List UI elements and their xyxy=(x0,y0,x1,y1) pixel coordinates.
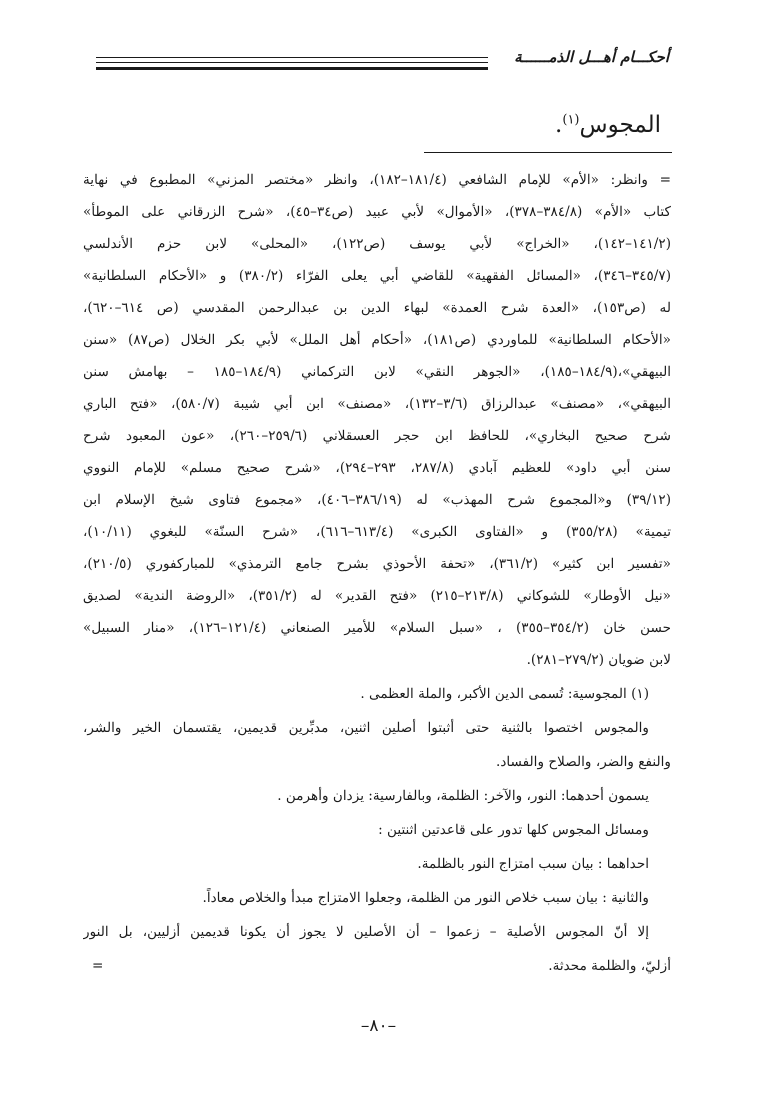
footnote-1-line: والنفع والضر، والصلاح والفساد. xyxy=(496,754,671,770)
header-rule-middle xyxy=(96,62,488,63)
footnote-1-line: (١) المجوسية: تُسمى الدين الأكبر، والملة العظمى . xyxy=(360,686,649,702)
footnote-1-line: أزليّ، والظلمة محدثة. xyxy=(548,958,671,974)
footnote-1-line: والمجوس اختصوا بالثنية حتى أثبتوا أصلين اثنين، مدبِّرين قديمين، يقتسمان الخير والشر، xyxy=(83,720,649,736)
footnote-1-line: احداهما : بيان سبب امتزاج النور بالظلمة. xyxy=(417,856,649,872)
footnote-line: حسن خان (٣٥٤/٢–٣٥٥) ، «سبل السلام» للأمير الصنعاني (١٢١/٤–١٢٦)، «منار السبيل» xyxy=(83,620,671,636)
footnote-1-line: يسمون أحدهما: النور، والآخر: الظلمة، وبالفارسية: يزدان وأهرمن . xyxy=(277,788,649,804)
footnote-1-line: إلا أنّ المجوس الأصلية – زعموا – أن الأصلين لا يجوز أن يكونا قديمين أزليين، بل النور xyxy=(83,924,649,940)
footnote-reference: (١) xyxy=(562,112,580,128)
footnote-separator xyxy=(424,152,672,153)
footnote-line: سنن أبي داود» للعظيم آبادي (٢٨٧/٨، ٢٩٣–٢٩٤)، «شرح صحيح مسلم» للإمام النووي xyxy=(83,460,671,476)
footnote-line: كتاب «الأم» (٣٨٤/٨–٣٧٨)، «الأموال» لأبي عبيد (ص٣٤–٤٥)، «شرح الزرقاني على الموطأ» xyxy=(83,204,671,220)
header-rule-top xyxy=(96,57,488,58)
page-number: –٨٠– xyxy=(360,1016,397,1036)
footnote-line: «الأحكام السلطانية» للماوردي (ص١٨١)، «أحكام أهل الملل» لأبي بكر الخلال (ص٨٧) «سنن xyxy=(83,332,671,348)
continues-marker: = xyxy=(92,958,104,974)
footnote-line: شرح صحيح البخاري»، للحافظ ابن حجر العسقلاني (٢٥٩/٦–٢٦٠)، «عون المعبود شرح xyxy=(83,428,671,444)
footnote-line: له (ص١٥٣)، «العدة شرح العمدة» لبهاء الدين بن عبدالرحمن المقدسي (ص ٦١٤–٦٢٠)، xyxy=(83,300,671,316)
footnote-line: «تفسير ابن كثير» (٣٦١/٢)، «تحفة الأحوذي بشرح جامع الترمذي» للمباركفوري (٢١٠/٥)، xyxy=(83,556,671,572)
main-text-period: . xyxy=(555,112,563,138)
footnote-line: «نيل الأوطار» للشوكاني (٢١٣/٨–٢١٥) «فتح القدير» له (٣٥١/٢)، «الروضة الندية» لصديق xyxy=(83,588,671,604)
footnote-line: (١٤١/٢–١٤٢)، «الخراج» لأبي يوسف (ص١٢٢)، «المحلى» لابن حزم الأندلسي xyxy=(83,236,671,252)
footnote-line: = وانظر: «الأم» للإمام الشافعي (١٨١/٤–١٨٢)، وانظر «مختصر المزني» المطبوع في نهاية xyxy=(83,172,671,188)
running-header-title: أحكـــام أهـــل الذمــــــة xyxy=(514,48,669,66)
footnote-line: البيهقي»،(١٨٤/٩–١٨٥)، «الجوهر النقي» لابن التركماني (١٨٤/٩–١٨٥ – بهامش سنن xyxy=(83,364,671,380)
footnote-line: (٣٤٥/٧–٣٤٦)، «المسائل الفقهية» للقاضي أبي يعلى الفرّاء (٣٨٠/٢) و «الأحكام السلطانية» xyxy=(83,268,671,284)
header-rule-bottom xyxy=(96,67,488,70)
main-body-text xyxy=(555,112,661,138)
footnote-line: لابن ضويان (٢٧٩/٢–٢٨١). xyxy=(526,652,671,668)
footnote-1-line: والثانية : بيان سبب خلاص النور من الظلمة، وجعلوا الامتزاج مبدأ والخلاص معاداً. xyxy=(202,890,649,906)
footnote-1-line: ومسائل المجوس كلها تدور على قاعدتين اثنتين : xyxy=(378,822,649,838)
footnote-line: (٣٩/١٢) و«المجموع شرح المهذب» له (٣٨٦/١٩–٤٠٦)، «مجموع فتاوى شيخ الإسلام ابن xyxy=(83,492,671,508)
footnote-line: البيهقي»، «مصنف» عبدالرزاق (٣/٦–١٣٢)، «مصنف» ابن أبي شيبة (٥٨٠/٧)، «فتح الباري xyxy=(83,396,671,412)
footnote-line: تيمية» (٣٥٥/٢٨) و «الفتاوى الكبرى» (٦١٣/٤–٦١٦)، «شرح السنّة» للبغوي (١٠/١١)، xyxy=(83,524,671,540)
main-text-word: المجوس xyxy=(579,112,661,138)
